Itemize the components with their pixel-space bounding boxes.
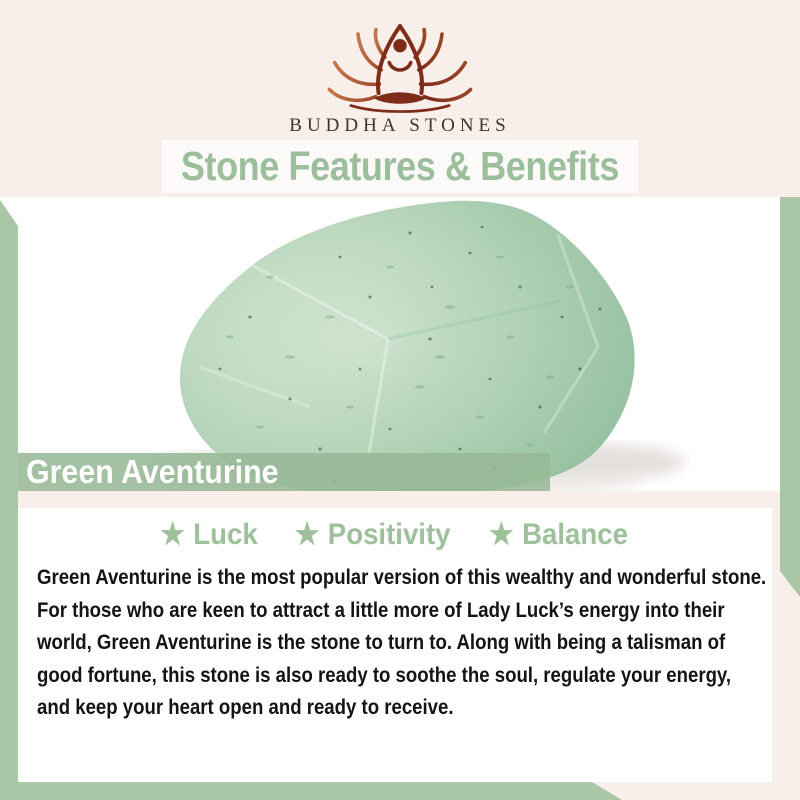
right-ribbon-stripe [780, 197, 800, 597]
section-header-band [162, 140, 638, 193]
brand-logo-block [0, 22, 800, 137]
brand-name: BUDDHA STONES [289, 115, 511, 136]
stone-description: Green Aventurine is the most popular version of this wealthy and wonderful stone. For those who are keen to attract a little more of Lady Luck’s energy into their world, Green Aventurine is the stone to turn to. Along with being a talisman of good fortune, this stone is also ready to soothe the soul, regulate your energy, and keep your heart open and ready to receive. [37, 565, 767, 719]
benefits-line [37, 517, 753, 552]
description-panel [18, 508, 772, 782]
star-icon: ★ [489, 518, 515, 551]
benefit-label: Positivity [327, 518, 451, 551]
bottom-ribbon-bar [0, 782, 622, 800]
star-icon: ★ [159, 518, 185, 551]
lotus-meditation-icon [324, 22, 476, 114]
stone-name: Green Aventurine [26, 453, 279, 490]
green-aventurine-stone-photo [130, 197, 690, 491]
left-ribbon-stripe [0, 200, 18, 800]
benefit-balance [489, 517, 628, 552]
benefit-label: Luck [192, 518, 258, 551]
benefit-luck [160, 517, 257, 552]
page-title: Stone Features & Benefits [180, 143, 620, 189]
stone-name-banner [15, 453, 550, 491]
benefit-positivity [295, 517, 451, 552]
benefit-label: Balance [522, 518, 629, 551]
star-icon: ★ [294, 518, 320, 551]
